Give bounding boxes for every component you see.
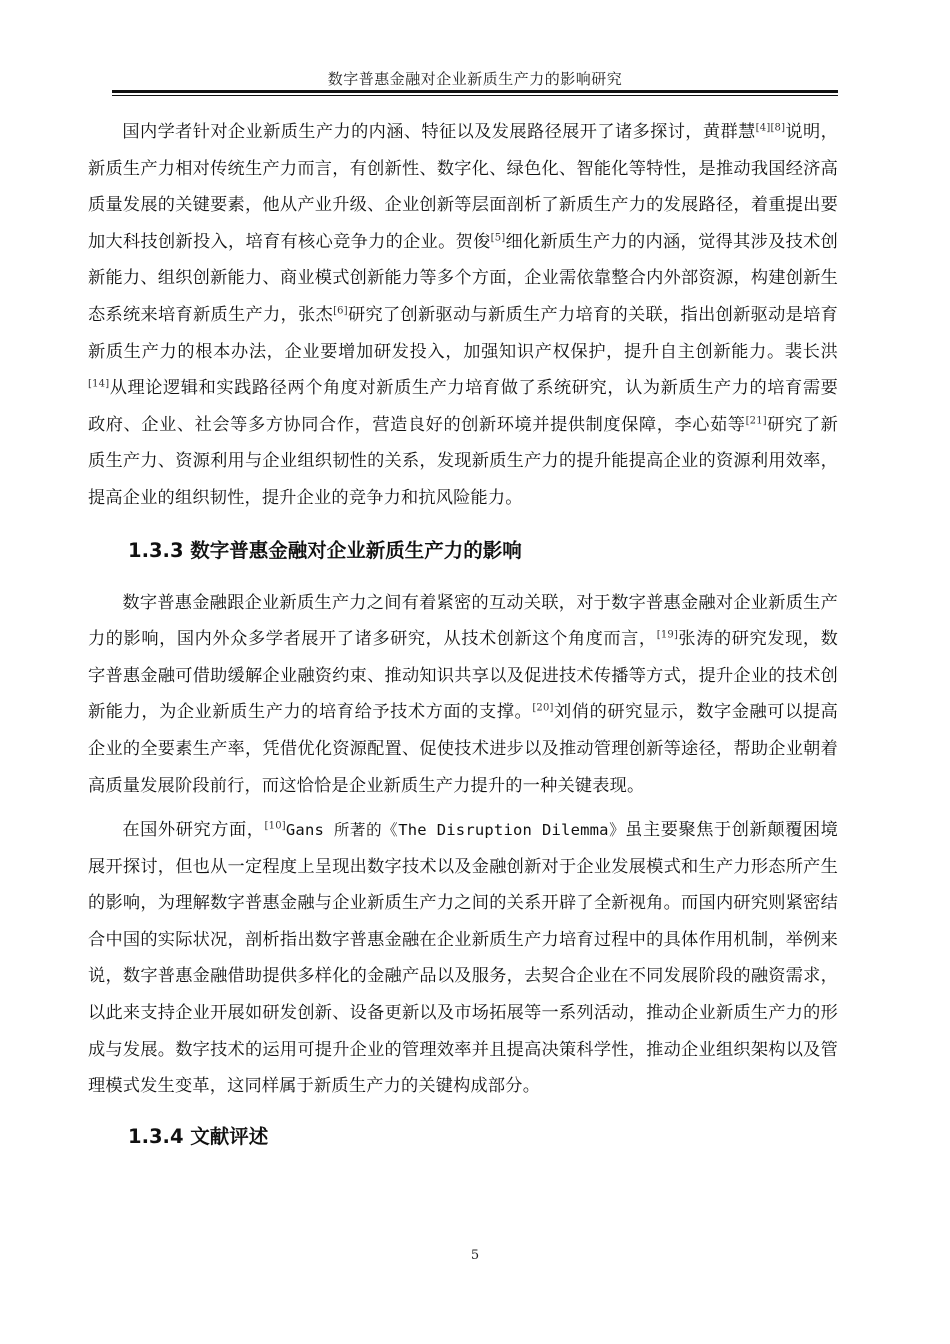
text-run: 虽主要聚焦于创新颠覆困境展开探讨，但也从一定程度上呈现出数字技术以及金融创新对于企业发展模式和生产力形态所产生的影响，为理解数字普惠金融与企业新质生产力之间的关系开辟了全新视角。而国内研究则紧密结合中国的实际状况，剖析指出数字普惠金融在企业新质生产力培育过程中的具体作用机制，举例来说，数字普惠金融借助提供多样化的金融产品以及服务，去契合企业在不同发展阶段的融资需求，以此来支持企业开展如研发创新、设备更新以及市场拓展等一系列活动，推动企业新质生产力的形成与发展。数字技术的运用可提升企业的管理效率并且提高决策科学性，推动企业组织架构以及管理模式发生变革，这同样属于新质生产力的关键构成部分。 <box>88 820 839 1097</box>
header-rule <box>112 90 838 93</box>
text-run: 研究了创新驱动与新质生产力培育的关联，指出创新驱动是培育新质生产力的根本办法，企业要增加研发投入，加强知识产权保护，提升自主创新能力。裴长洪 <box>88 304 838 362</box>
book-title-run: Gans 所著的《The Disruption Dilemma》 <box>285 821 626 840</box>
text-run: 数字普惠金融跟企业新质生产力之间有着紧密的互动关联，对于数字普惠金融对企业新质生产力的影响，国内外众多学者展开了诸多研究，从技术创新这个角度而言， <box>88 592 838 650</box>
section-heading-1-3-4: 1.3.4 文献评述 <box>128 1124 269 1148</box>
text-run: 从理论逻辑和实践路径两个角度对新质生产力培育做了系统研究，认为新质生产力的培育需要政府、企业、社会等多方协同合作，营造良好的创新环境并提供制度保障，李心茹等 <box>88 378 838 435</box>
text-run: 张涛的研究发现，数字普惠金融可借助缓解企业融资约束、推动知识共享以及促进技术传播等方式，提升企业的技术创新能力，为企业新质生产力的培育给予技术方面的支撑。 <box>88 629 838 723</box>
paragraph-foreign-research <box>88 812 838 1105</box>
citation-ref: [8] <box>770 122 786 134</box>
text-run: 国内学者针对企业新质生产力的内涵、特征以及发展路径展开了诸多探讨，黄群慧 <box>122 122 756 142</box>
page-number: 5 <box>470 1248 480 1263</box>
text-run: 细化新质生产力的内涵，觉得其涉及技术创新能力、组织创新能力、商业模式创新能力等多个方面，企业需依靠整合内外部资源，构建创新生态系统来培育新质生产力，张杰 <box>88 231 838 325</box>
running-header: 数字普惠金融对企业新质生产力的影响研究 <box>327 70 623 88</box>
citation-ref: [19] <box>656 629 679 641</box>
header-rule-thin <box>112 95 838 96</box>
text-run: 在国外研究方面， <box>122 820 265 841</box>
paragraph-domestic-research <box>88 114 838 517</box>
citation-ref: [10] <box>264 820 286 832</box>
citation-ref: [14] <box>88 378 110 390</box>
citation-ref: [4] <box>755 122 771 134</box>
citation-ref: [6] <box>333 305 348 317</box>
text-run: 研究了新质生产力、资源利用与企业组织韧性的关系，发现新质生产力的提升能提高企业的资源利用效率，提高企业的组织韧性，提升企业的竞争力和抗风险能力。 <box>88 414 838 508</box>
citation-ref: [5] <box>490 232 506 244</box>
citation-ref: [20] <box>532 702 554 714</box>
paragraph-digital-finance-impact <box>88 585 838 805</box>
citation-ref: [21] <box>745 415 767 427</box>
section-heading-1-3-3: 1.3.3 数字普惠金融对企业新质生产力的影响 <box>128 538 522 562</box>
text-run: 刘俏的研究显示，数字金融可以提高企业的全要素生产率，凭借优化资源配置、促使技术进步以及推动管理创新等途径，帮助企业朝着高质量发展阶段前行，而这恰恰是企业新质生产力提升的一种关键表现。 <box>88 702 838 796</box>
text-run: 说明，新质生产力相对传统生产力而言，有创新性、数字化、绿色化、智能化等特性，是推动我国经济高质量发展的关键要素，他从产业升级、企业创新等层面剖析了新质生产力的发展路径，着重提出要加大科技创新投入，培育有核心竞争力的企业。贺俊 <box>88 122 838 252</box>
body-content <box>88 114 838 1157</box>
